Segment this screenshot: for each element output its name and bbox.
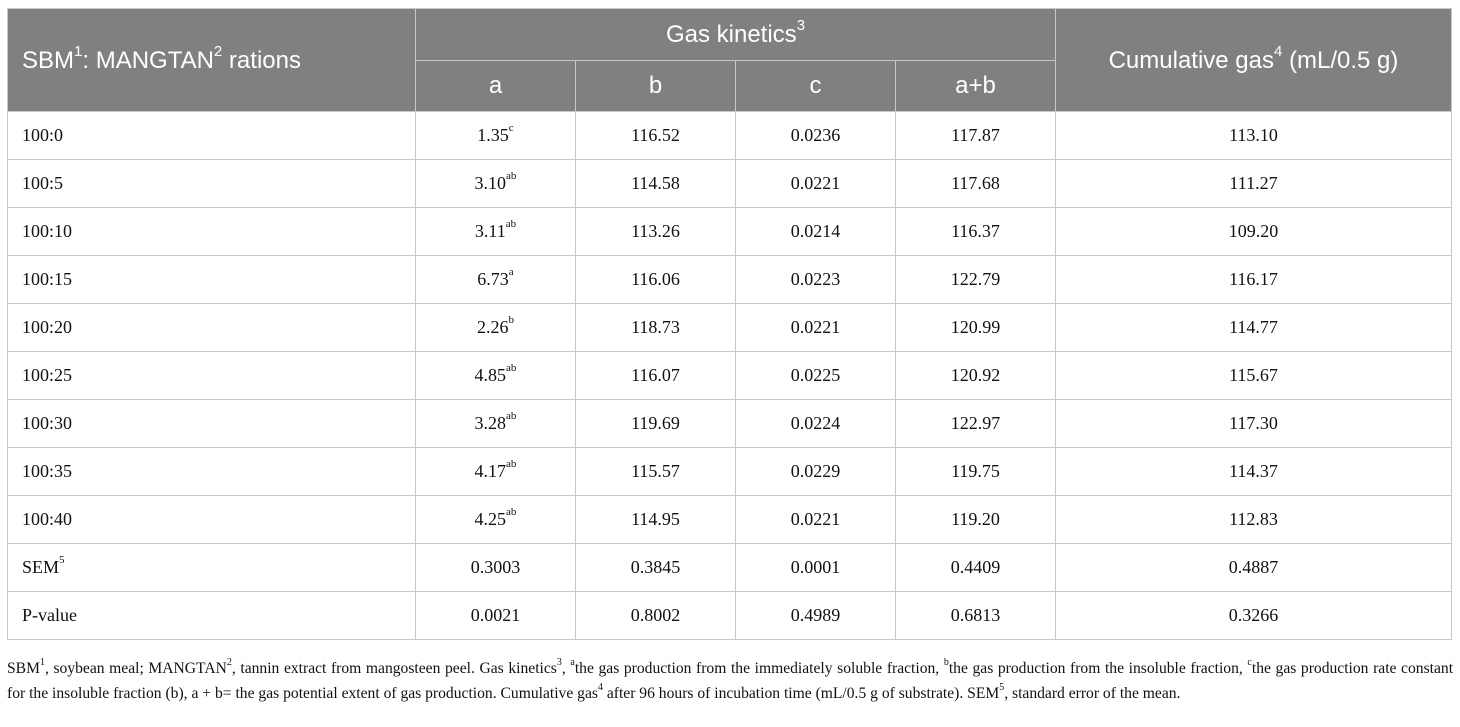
table-row <box>8 352 1452 400</box>
table-header <box>8 9 1452 112</box>
cell-a: 0.3003 <box>416 544 576 592</box>
cell-cumulative: 112.83 <box>1056 496 1452 544</box>
cell-a-plus-b: 119.20 <box>896 496 1056 544</box>
cell-cumulative: 0.3266 <box>1056 592 1452 640</box>
cell-cumulative: 111.27 <box>1056 160 1452 208</box>
cell-cumulative: 114.37 <box>1056 448 1452 496</box>
cell-cumulative: 116.17 <box>1056 256 1452 304</box>
row-label: P-value <box>8 592 416 640</box>
cell-a-plus-b: 0.6813 <box>896 592 1056 640</box>
cell-b: 115.57 <box>576 448 736 496</box>
table-body <box>8 112 1452 640</box>
header-cumulative-gas: Cumulative gas$^4$ (mL/0.5 g) <box>1056 9 1452 112</box>
cell-a-plus-b: 122.97 <box>896 400 1056 448</box>
cell-a: 0.0021 <box>416 592 576 640</box>
table-row <box>8 400 1452 448</box>
cell-a-plus-b: 117.68 <box>896 160 1056 208</box>
cell-b: 116.52 <box>576 112 736 160</box>
cell-cumulative: 0.4887 <box>1056 544 1452 592</box>
cell-b: 118.73 <box>576 304 736 352</box>
cell-cumulative: 115.67 <box>1056 352 1452 400</box>
header-c: c <box>736 61 896 112</box>
table-row <box>8 592 1452 640</box>
cell-c: 0.0225 <box>736 352 896 400</box>
cell-c: 0.0223 <box>736 256 896 304</box>
cell-a-plus-b: 120.92 <box>896 352 1056 400</box>
cell-a: 3.10$^{ab}$ <box>416 160 576 208</box>
cell-c: 0.0224 <box>736 400 896 448</box>
cell-a: 4.85$^{ab}$ <box>416 352 576 400</box>
cell-a-plus-b: 0.4409 <box>896 544 1056 592</box>
header-ratio: SBM$^1$: MANGTAN$^2$ rations <box>8 9 416 112</box>
row-label: 100:30 <box>8 400 416 448</box>
cell-c: 0.0229 <box>736 448 896 496</box>
row-label: 100:35 <box>8 448 416 496</box>
cell-a-plus-b: 117.87 <box>896 112 1056 160</box>
table-row <box>8 448 1452 496</box>
cell-c: 0.0221 <box>736 496 896 544</box>
cell-a-plus-b: 122.79 <box>896 256 1056 304</box>
cell-cumulative: 117.30 <box>1056 400 1452 448</box>
cell-a: 3.11$^{ab}$ <box>416 208 576 256</box>
cell-a-plus-b: 120.99 <box>896 304 1056 352</box>
header-b: b <box>576 61 736 112</box>
cell-c: 0.0214 <box>736 208 896 256</box>
cell-cumulative: 113.10 <box>1056 112 1452 160</box>
table-row <box>8 208 1452 256</box>
cell-c: 0.0221 <box>736 160 896 208</box>
cell-a-plus-b: 119.75 <box>896 448 1056 496</box>
header-a: a <box>416 61 576 112</box>
cell-c: 0.0001 <box>736 544 896 592</box>
table-row <box>8 304 1452 352</box>
row-label: SEM$^5$ <box>8 544 416 592</box>
cell-b: 0.8002 <box>576 592 736 640</box>
row-label: 100:15 <box>8 256 416 304</box>
cell-b: 113.26 <box>576 208 736 256</box>
table-row <box>8 496 1452 544</box>
header-a-plus-b: a+b <box>896 61 1056 112</box>
cell-a: 1.35$^c$ <box>416 112 576 160</box>
row-label: 100:40 <box>8 496 416 544</box>
cell-b: 119.69 <box>576 400 736 448</box>
cell-a: 2.26$^b$ <box>416 304 576 352</box>
table-row <box>8 112 1452 160</box>
table-row <box>8 256 1452 304</box>
row-label: 100:0 <box>8 112 416 160</box>
cell-b: 0.3845 <box>576 544 736 592</box>
row-label: 100:10 <box>8 208 416 256</box>
cell-b: 114.95 <box>576 496 736 544</box>
cell-b: 114.58 <box>576 160 736 208</box>
cell-cumulative: 114.77 <box>1056 304 1452 352</box>
cell-cumulative: 109.20 <box>1056 208 1452 256</box>
cell-a: 6.73$^a$ <box>416 256 576 304</box>
cell-a-plus-b: 116.37 <box>896 208 1056 256</box>
cell-c: 0.4989 <box>736 592 896 640</box>
cell-a: 4.17$^{ab}$ <box>416 448 576 496</box>
table-footnote: SBM$^1$, soybean meal; MANGTAN$^2$, tannin extract from mangosteen peel. Gas kinetics$^3$, $^a$the gas production from the immediately soluble fraction, $^b$the gas production from the insoluble fraction, $^c$the gas production rate constant for the insoluble fraction (b), a + b= the gas potential extent of gas production. Cumulative gas$^4$ after 96 hours of incubation time (mL/0.5 g of substrate). SEM$^5$, standard error of the mean. <box>7 657 1454 703</box>
cell-b: 116.07 <box>576 352 736 400</box>
table-row <box>8 544 1452 592</box>
cell-a: 3.28$^{ab}$ <box>416 400 576 448</box>
row-label: 100:20 <box>8 304 416 352</box>
cell-c: 0.0236 <box>736 112 896 160</box>
header-gas-kinetics: Gas kinetics$^3$ <box>416 9 1056 61</box>
table-row <box>8 160 1452 208</box>
cell-c: 0.0221 <box>736 304 896 352</box>
row-label: 100:5 <box>8 160 416 208</box>
row-label: 100:25 <box>8 352 416 400</box>
gas-kinetics-table <box>7 8 1452 640</box>
cell-a: 4.25$^{ab}$ <box>416 496 576 544</box>
cell-b: 116.06 <box>576 256 736 304</box>
